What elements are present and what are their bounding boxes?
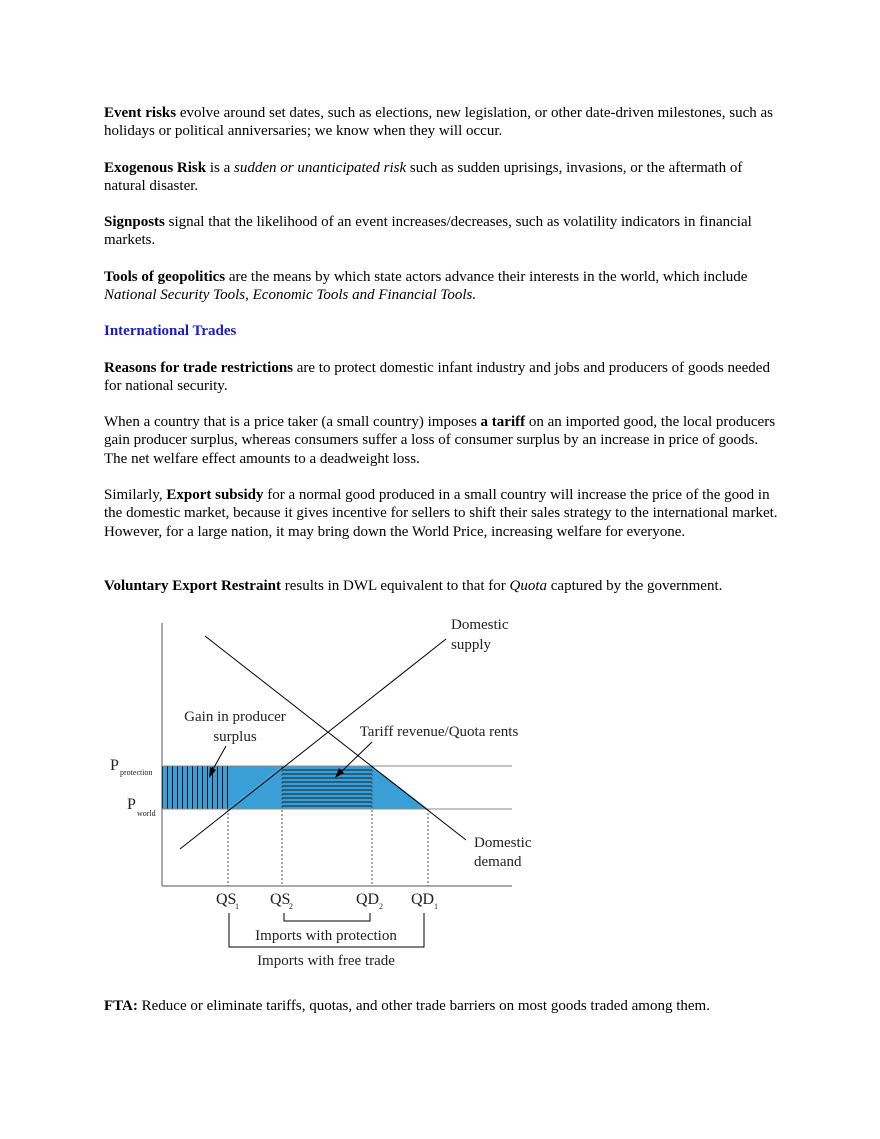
p-world-label-main: P xyxy=(127,796,136,813)
term-exogenous-risk: Exogenous Risk xyxy=(104,160,207,176)
tools-emphasis: National Security Tools, Economic Tools and Financial Tools. xyxy=(104,287,477,304)
gain-label-line2: surplus xyxy=(213,729,257,745)
p-world-label-sub: world xyxy=(137,809,156,818)
qs2-label-sub: 2 xyxy=(289,902,293,911)
qs1-label-main: QS xyxy=(216,891,237,908)
fta-text: Reduce or eliminate tariffs, quotas, and other trade barriers on most goods traded among them. xyxy=(137,998,710,1014)
p-protection-label-sub: protection xyxy=(120,768,153,777)
term-voluntary-export-restraint: Voluntary Export Restraint xyxy=(104,578,281,594)
term-trade-restrictions: Reasons for trade restrictions xyxy=(104,360,293,376)
exogenous-text-after: such as sudden uprisings, invasions, or the aftermath of natural disaster. xyxy=(104,160,743,195)
tariff-revenue-area xyxy=(282,766,372,809)
qs2-label-main: QS xyxy=(270,891,291,908)
right-deadweight-triangle xyxy=(372,766,428,809)
p-protection-label-main: P xyxy=(110,757,119,774)
revenue-label: Tariff revenue/Quota rents xyxy=(359,724,519,740)
term-tools-of-geopolitics: Tools of geopolitics xyxy=(104,269,226,285)
imports-protection-bracket xyxy=(284,913,370,921)
imports-protection-label: Imports with protection xyxy=(255,928,397,944)
supply-label-line1: Domestic xyxy=(451,617,509,633)
trade-restrictions-text: are to protect domestic infant industry and jobs and producers of goods needed for national security. xyxy=(104,360,770,395)
ver-text-before: results in DWL equivalent to that for xyxy=(280,578,510,594)
term-export-subsidy: Export subsidy xyxy=(166,487,264,503)
term-fta: FTA: xyxy=(104,998,138,1014)
event-risks-text: evolve around set dates, such as elections, new legislation, or other date-driven milestones, such as holidays or political anniversaries; we know when they will occur. xyxy=(104,105,774,140)
tools-text: are the means by which state actors advance their interests in the world, which include xyxy=(225,269,748,285)
demand-label-line1: Domestic xyxy=(474,835,532,851)
demand-label-line2: demand xyxy=(474,854,522,870)
tariff-text-before: When a country that is a price taker (a small country) imposes xyxy=(104,414,481,430)
term-tariff: a tariff xyxy=(480,414,526,430)
supply-label-line2: supply xyxy=(451,637,492,653)
qd1-label-sub: 1 xyxy=(434,902,438,911)
subsidy-text-before: Similarly, xyxy=(104,487,167,503)
qs1-label-sub: 1 xyxy=(235,902,239,911)
tariff-text-after: on an imported good, the local producers gain producer surplus, whereas consumers suffer a loss of consumer surplus by an increase in price of goods. The net welfare effect amounts to a deadweight loss. xyxy=(104,414,776,467)
subsidy-text-after: for a normal good produced in a small country will increase the price of the good in the domestic market, because it gives incentive for sellers to shift their sales strategy to the international market. However, for a large nation, it may bring down the World Price, increasing welfare for everyone. xyxy=(104,487,778,540)
qd1-label-main: QD xyxy=(411,891,435,908)
term-event-risks: Event risks xyxy=(104,105,177,121)
exogenous-text-before: is a xyxy=(206,160,235,176)
paragraph-fta xyxy=(104,997,784,1015)
qd2-label-sub: 2 xyxy=(379,902,383,911)
ver-emphasis: Quota xyxy=(509,578,548,594)
term-signposts: Signposts xyxy=(104,214,165,230)
section-heading-international-trades: International Trades xyxy=(104,323,237,339)
exogenous-emphasis: sudden or unanticipated risk xyxy=(234,160,407,176)
signposts-text: signal that the likelihood of an event increases/decreases, such as volatility indicators in financial markets. xyxy=(104,214,752,249)
producer-surplus-hatched-area xyxy=(162,766,228,809)
gain-label-line1: Gain in producer xyxy=(184,709,286,725)
ver-text-after: captured by the government. xyxy=(547,578,723,594)
imports-free-trade-label: Imports with free trade xyxy=(257,953,395,969)
qd2-label-main: QD xyxy=(356,891,380,908)
